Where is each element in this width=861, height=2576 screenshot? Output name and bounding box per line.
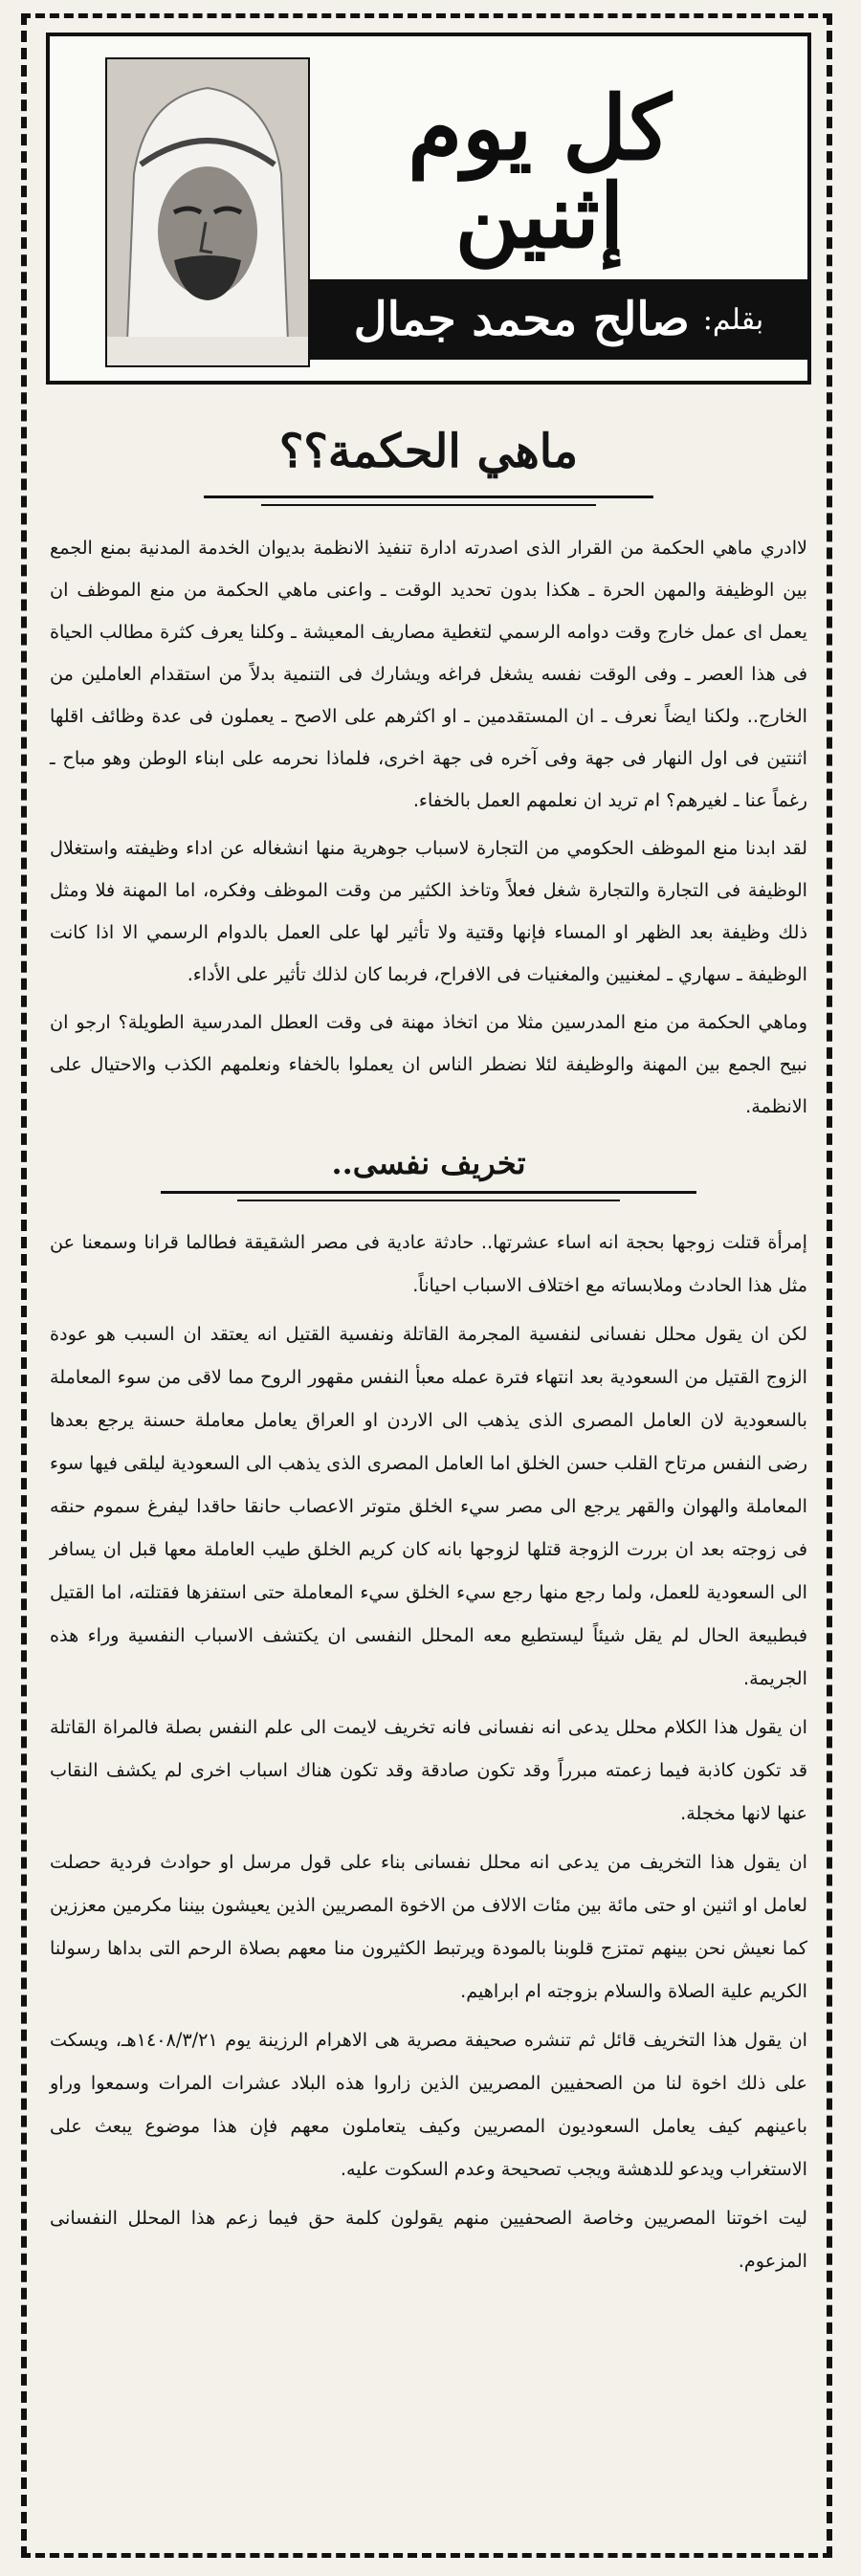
section-paragraph: ان يقول هذا التخريف من يدعى انه محلل نفسانى بناء على قول مرسل او حوادث فردية حصلت لعامل او اثنين او حتى مائة بين مئات الالاف من الاخوة المصريين الذين يعيشون بيننا مكرمين معززين كما نعيش نحن بينهم تمتزج قلوبنا بالمودة ويرتبط الكثيرون منا معهم بصلاة الرحم التى بداها رسولنا الكريم علية الصلاة والسلام بزوجته ام ابراهيم. [50,1851,807,2002]
section-divider [161,1191,696,1194]
column-header [46,33,811,385]
byline-bar [310,279,807,360]
section-title: تخريف نفسى.. [331,1145,526,1181]
section-paragraph: ان يقول هذا الكلام محلل يدعى انه نفسانى فانه تخريف لايمت الى علم النفس بصلة فالمراة القاتلة قد تكون كاذبة فيما زعمته مبرراً وقد تكون صادقة وقد تكون هناك اسباب اخرى لم يكشف النقاب عنها لانها مخجلة. [50,1716,807,1824]
article-paragraph: لقد ابدنا منع الموظف الحكومي من التجارة لاسباب جوهرية منها انشغاله عن اداء وظيفته واستغلال الوظيفة فى التجارة والتجارة شغل فعلاً وتاخذ الكثير من وقت الموظف وفكره، اما المهنة فلا ومثل ذلك وظيفة بعد الظهر او المساء فإنها وقتية ولا تأثير لها على العمل بالدوام الرسمي الا اذا كانت الوظيفة ـ سهاري ـ لمغنيين والمغنيات فى الافراح، فربما كان لذلك تأثير على الأداء. [50,837,807,985]
article-paragraph: لاادري ماهي الحكمة من القرار الذى اصدرته ادارة تنفيذ الانظمة بديوان الخدمة المدنية بمنع الجمع بين الوظيفة والمهن الحرة ـ هكذا بدون تحديد الوقت ـ واعنى ماهي الحكمة من منع الموظف ان يعمل اى عمل خارج وقت دوامه الرسمي لتغطية مصاريف المعيشة ـ وكلنا يعرف كثرة مطالب الحياة فى هذا العصر ـ وفى الوقت نفسه يشغل فراغه ويشارك فى التنمية بدلاً من استقدام العاملين من الخارج.. ولكنا ايضاً نعرف ـ ان المستقدمين ـ او اكثرهم على الاصح ـ يعملون فى عدة وظائف اقلها اثنتين فى اول النهار فى جهة وفى آخره فى جهة اخرى، فلماذا نحرمه على ابناء الوطن وهو مباح ـ رغماً عنا ـ لغيرهم؟ ام تريد ان نعلمهم العمل بالخفاء. [50,537,807,811]
section-paragraph: ليت اخوتنا المصريين وخاصة الصحفيين منهم يقولون كلمة حق فيما زعم هذا المحلل النفسانى المزعوم. [50,2207,807,2272]
article-paragraph: وماهي الحكمة من منع المدرسين مثلا من اتخاذ مهنة فى وقت العطل المدرسية الطويلة؟ ارجو ان نبيح الجمع بين المهنة والوظيفة لئلا نضطر الناس ان يعملوا بالخفاء ونعلمهم الكذب والاحتيال على الانظمة. [50,1011,807,1117]
byline-prefix: بقلم: [702,302,764,337]
portrait-image [107,59,308,365]
author-portrait [105,57,310,367]
section-paragraph: لكن ان يقول محلل نفسانى لنفسية المجرمة القاتلة ونفسية القتيل انه يعتقد ان السبب هو عودة الزوج القتيل من السعودية بعد انتهاء فترة عمله معبأ النفس مقهور الروح مما لاقى من سوء المعاملة بالسعودية لان العامل المصرى الذى يذهب الى الاردن او العراق يعامل معاملة حسنة يرجع بعدها رضى النفس مرتاح القلب حسن الخلق اما العامل المصرى الذى يذهب الى السعودية ليلقى فيها سوء المعاملة والهوان والقهر يرجع الى مصر سيء الخلق متوتر الاعصاب حانقا حاقدا ليفرغ سموم حنقه فى زوجته بعد ان بررت الزوجة قتلها لزوجها بانه كان كريم الخلق طيب العاملة معها قبل ان يسافر الى السعودية للعمل، ولما رجع منها رجع سيء الخلق سيء المعاملة حتى استفزها فقتلته، اما القتيل فبطبيعة الحال لم يقل شيئاً ليستطيع معه المحلل النفسى ان يكتشف الاسباب النفسية وراء هذه الجريمة. [50,1323,807,1689]
column-article [42,33,815,2548]
article-title: ماهي الحكمة؟؟ [278,425,579,478]
author-name: صالح محمد جمال [353,293,690,346]
title-divider [204,495,653,498]
column-title: كل يوم إثنين [408,77,672,268]
section-paragraph: ان يقول هذا التخريف قائل ثم تنشره صحيفة مصرية هى الاهرام الرزينة يوم ١٤٠٨/٣/٢١هـ، ويسكت على ذلك اخوة لنا من الصحفيين المصريين الذين زاروا هذه البلاد عشرات المرات وسمعوا وراو باعينهم كيف يعامل السعوديون المصريين وكيف يتعاملون معهم فإن هذا موضوع يبعث على الاستغراب ويدعو للدهشة ويجب تصحيحة وعدم السكوت عليه. [50,2029,807,2180]
section-paragraph: إمرأة قتلت زوجها بحجة انه اساء عشرتها.. حادثة عادية فى مصر الشقيقة فطالما قرانا وسمعنا عن مثل هذا الحادث وملابساته مع اختلاف الاسباب احياناً. [50,1231,807,1296]
